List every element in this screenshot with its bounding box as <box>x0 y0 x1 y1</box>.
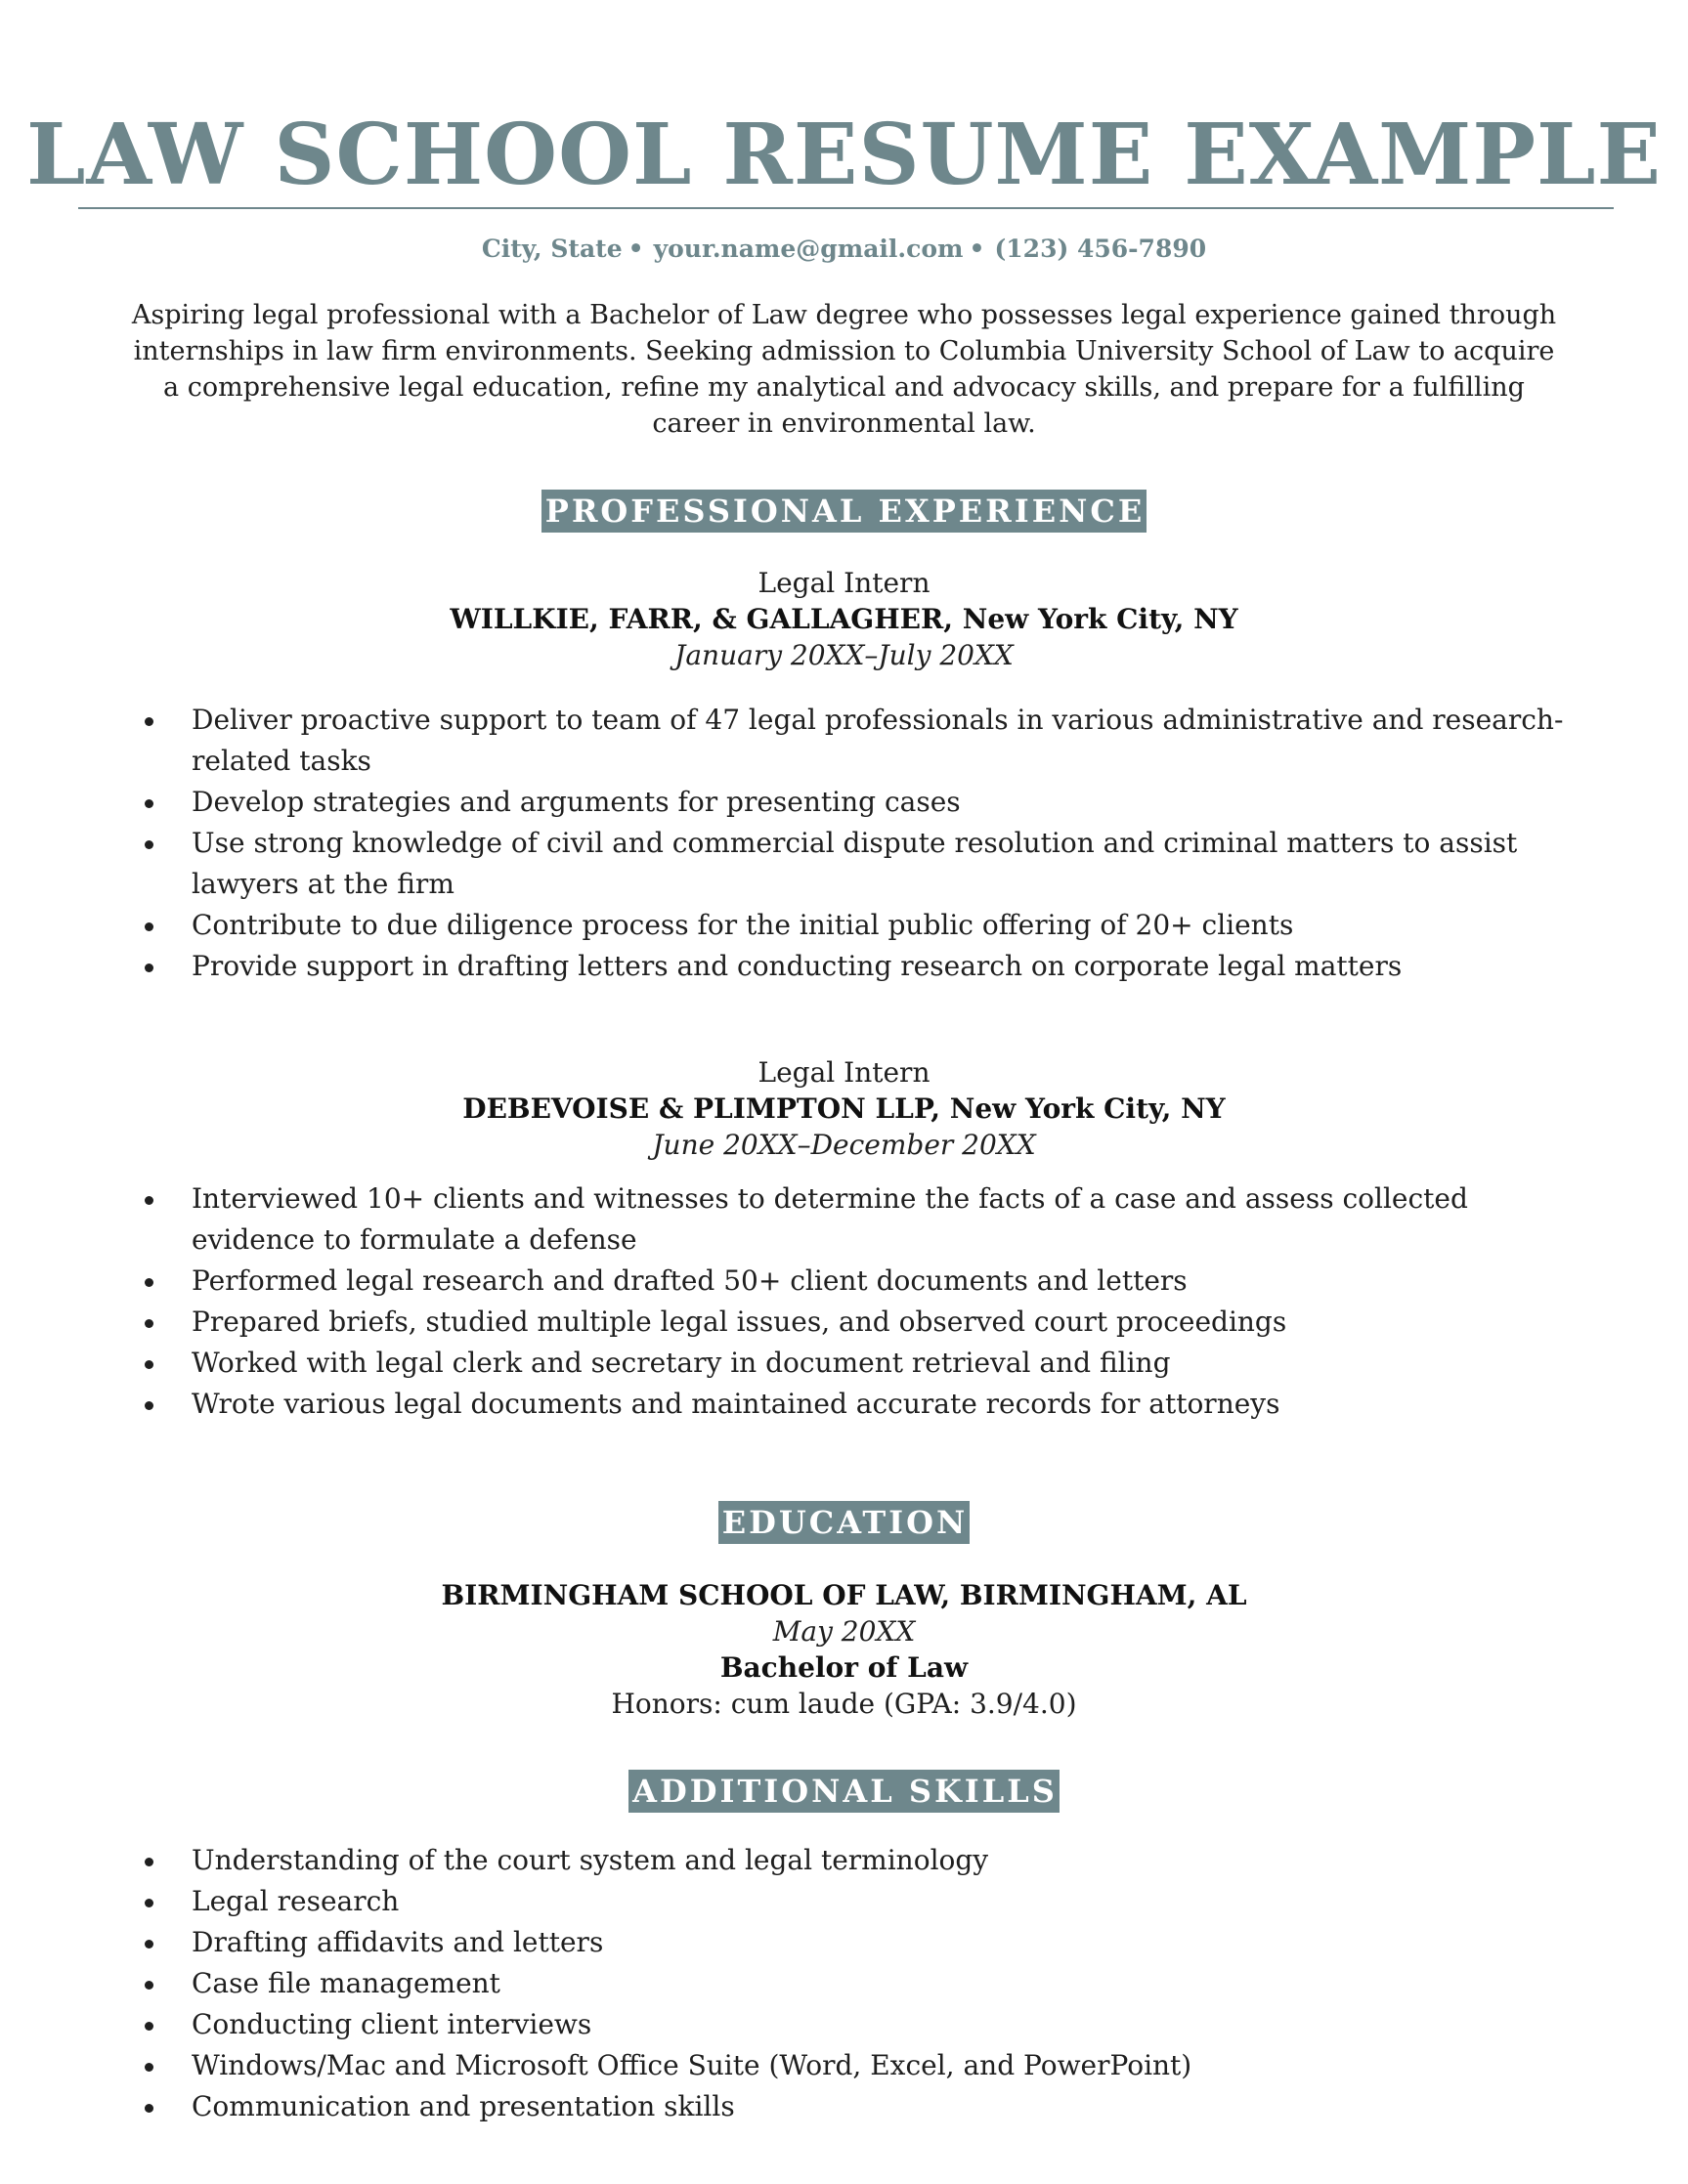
school-name: BIRMINGHAM SCHOOL OF LAW, BIRMINGHAM, AL <box>441 1579 1247 1611</box>
list-item: Case file management <box>137 1963 1583 2004</box>
list-item: Conducting client interviews <box>137 2004 1583 2045</box>
contact-phone: (123) 456-7890 <box>994 235 1207 263</box>
list-item: Use strong knowledge of civil and commercial dispute resolution and criminal matters to assist lawyers at the firm <box>137 823 1583 905</box>
contact-line <box>0 233 1688 266</box>
list-item: Understanding of the court system and legal terminology <box>137 1840 1583 1881</box>
list-item: Communication and presentation skills <box>137 2086 1583 2127</box>
section-heading-label: PROFESSIONAL EXPERIENCE <box>541 490 1147 533</box>
job-bullet-list <box>137 1178 1583 1425</box>
list-item: Deliver proactive support to team of 47 legal professionals in various administrative and research-related tasks <box>137 700 1583 782</box>
list-item: Prepared briefs, studied multiple legal issues, and observed court proceedings <box>137 1302 1583 1343</box>
job-bullet-list <box>137 700 1583 987</box>
list-item: Legal research <box>137 1881 1583 1922</box>
title-divider <box>78 207 1614 209</box>
section-heading-experience <box>0 490 1688 533</box>
employment-dates: June 20XX–December 20XX <box>652 1129 1036 1161</box>
list-item: Develop strategies and arguments for presenting cases <box>137 782 1583 823</box>
list-item: Provide support in drafting letters and conducting research on corporate legal matters <box>137 946 1583 987</box>
employer-name: WILLKIE, FARR, & GALLAGHER, New York City, NY <box>450 603 1238 635</box>
list-item: Drafting affidavits and letters <box>137 1922 1583 1963</box>
list-item: Contribute to due diligence process for the initial public offering of 20+ clients <box>137 905 1583 946</box>
section-heading-label: ADDITIONAL SKILLS <box>628 1770 1060 1813</box>
degree-name: Bachelor of Law <box>719 1651 969 1684</box>
contact-location: City, State <box>481 235 623 263</box>
job-title: Legal Intern <box>757 1056 931 1089</box>
contact-separator: • <box>628 235 644 263</box>
job-title: Legal Intern <box>757 567 931 599</box>
list-item: Performed legal research and drafted 50+ client documents and letters <box>137 1261 1583 1302</box>
contact-email: your.name@gmail.com <box>653 235 964 263</box>
list-item: Wrote various legal documents and maintained accurate records for attorneys <box>137 1384 1583 1425</box>
section-heading-education <box>0 1501 1688 1544</box>
honors-text: Honors: cum laude (GPA: 3.9/4.0) <box>611 1688 1077 1720</box>
section-heading-skills <box>0 1770 1688 1813</box>
employer-name: DEBEVOISE & PLIMPTON LLP, New York City, NY <box>462 1092 1226 1125</box>
resume-title: LAW SCHOOL RESUME EXAMPLE <box>25 106 1663 204</box>
skills-bullet-list <box>137 1840 1583 2127</box>
list-item: Windows/Mac and Microsoft Office Suite (Word, Excel, and PowerPoint) <box>137 2045 1583 2086</box>
section-heading-label: EDUCATION <box>718 1501 971 1544</box>
list-item: Worked with legal clerk and secretary in document retrieval and filing <box>137 1343 1583 1384</box>
list-item: Interviewed 10+ clients and witnesses to determine the facts of a case and assess collected evidence to formulate a defense <box>137 1178 1583 1261</box>
employment-dates: January 20XX–July 20XX <box>674 639 1014 671</box>
graduation-date: May 20XX <box>772 1615 916 1648</box>
contact-separator: • <box>969 235 985 263</box>
summary-paragraph: Aspiring legal professional with a Bachelor of Law degree who possesses legal experience gained through internships in law firm environments. Seeking admission to Columbia University School of Law to acquire a comprehensive legal education, refine my analytical and advocacy skills, and prepare for a fulfilling career in environmental law. <box>131 300 1557 439</box>
